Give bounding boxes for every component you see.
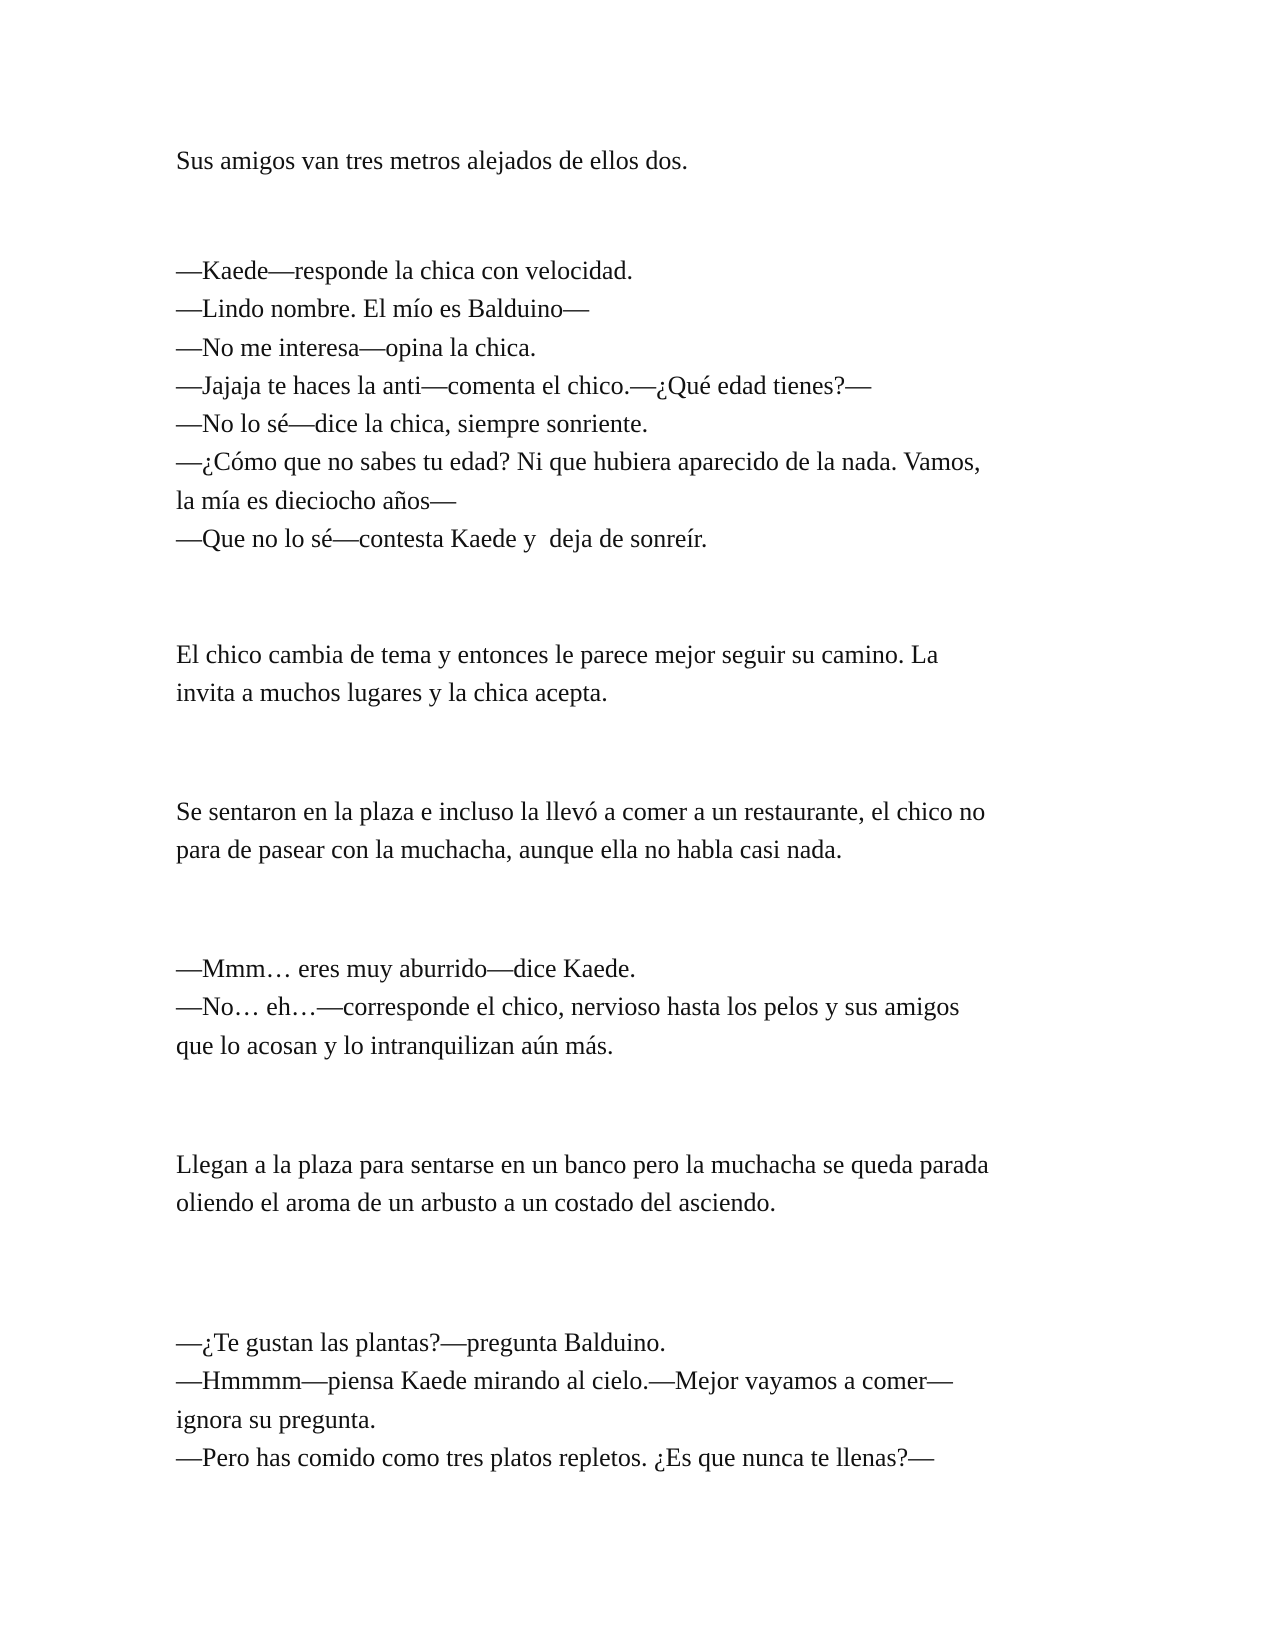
- text-line: que lo acosan y lo intranquilizan aún más.: [176, 1030, 614, 1060]
- text-line: —Mmm… eres muy aburrido—dice Kaede.: [176, 954, 636, 983]
- text-line: para de pasear con la muchacha, aunque ella no habla casi nada.: [176, 835, 843, 865]
- text-line: —Lindo nombre. El mío es Balduino—: [176, 294, 590, 324]
- paragraph-plaza: [176, 1146, 1096, 1223]
- text-line: Sus amigos van tres metros alejados de ellos dos.: [176, 146, 688, 175]
- text-line: ignora su pregunta.: [176, 1404, 377, 1434]
- text-line: —No… eh…—corresponde el chico, nervioso hasta los pelos y sus amigos: [176, 992, 960, 1022]
- text-line: —Jajaja te haces la anti—comenta el chico.—¿Qué edad tienes?—: [176, 370, 872, 400]
- text-line: —¿Te gustan las plantas?—pregunta Balduino.: [176, 1328, 666, 1357]
- text-line: invita a muchos lugares y la chica acepta.: [176, 678, 608, 708]
- text-line: la mía es dieciocho años—: [176, 485, 457, 515]
- text-line: —Hmmmm—piensa Kaede mirando al cielo.—Mejor vayamos a comer—: [176, 1366, 953, 1396]
- paragraph-change-topic: [176, 636, 1096, 713]
- dialogue-block-plants: [176, 1324, 1096, 1477]
- paragraph-restaurant: [176, 793, 1096, 870]
- text-line: —Kaede—responde la chica con velocidad.: [176, 256, 633, 285]
- text-line: —¿Cómo que no sabes tu edad? Ni que hubiera aparecido de la nada. Vamos,: [176, 447, 981, 477]
- text-line: —Pero has comido como tres platos repletos. ¿Es que nunca te llenas?—: [176, 1442, 935, 1472]
- text-line: —No me interesa—opina la chica.: [176, 332, 537, 362]
- text-line: Se sentaron en la plaza e incluso la llevó a comer a un restaurante, el chico no: [176, 797, 986, 826]
- paragraph-intro: [176, 142, 1096, 180]
- dialogue-block-introduction: [176, 252, 1096, 558]
- text-line: El chico cambia de tema y entonces le parece mejor seguir su camino. La: [176, 640, 939, 669]
- text-line: oliendo el aroma de un arbusto a un costado del asciendo.: [176, 1188, 776, 1218]
- text-line: —Que no lo sé—contesta Kaede y deja de sonreír.: [176, 524, 708, 554]
- dialogue-block-boring: [176, 950, 1096, 1065]
- text-line: Llegan a la plaza para sentarse en un banco pero la muchacha se queda parada: [176, 1150, 989, 1179]
- text-line: —No lo sé—dice la chica, siempre sonriente.: [176, 409, 649, 439]
